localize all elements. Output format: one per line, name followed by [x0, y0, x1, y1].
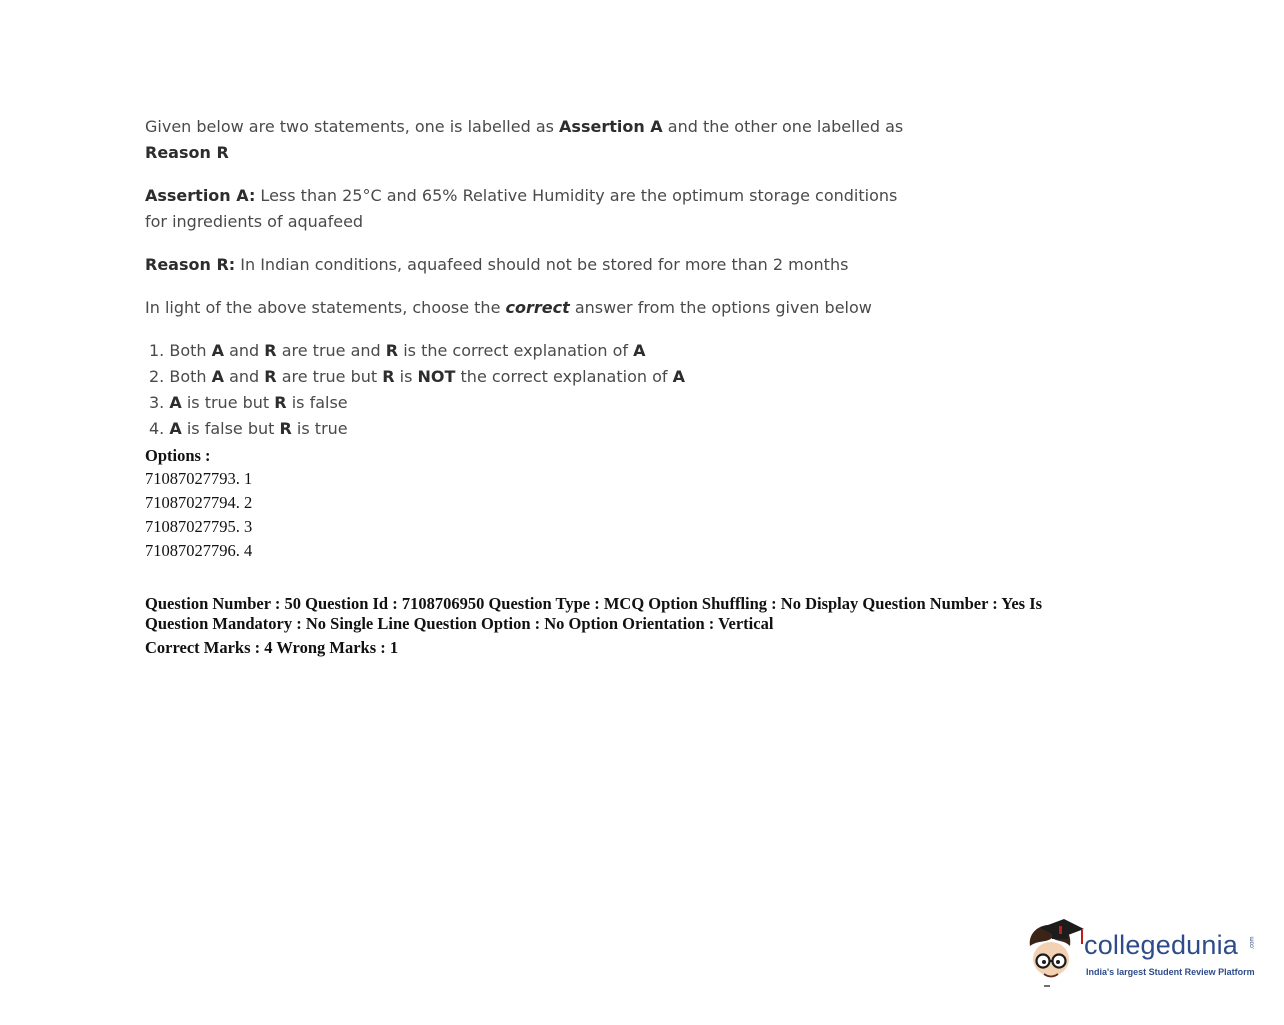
options-block [145, 445, 1145, 563]
option-id-line: 71087027794. 2 [145, 493, 253, 512]
brand-domain: .com [1249, 936, 1256, 950]
mascot-graduation-cap-icon [1024, 916, 1086, 990]
brand-tagline: India's largest Student Review Platform [1086, 967, 1255, 977]
option-id-line: 71087027795. 3 [145, 517, 253, 536]
choice-1: 1. Both A and R are true and R is the correct explanation of A [149, 341, 646, 360]
choice-2: 2. Both A and R are true but R is NOT the correct explanation of A [149, 367, 685, 386]
options-heading: Options : [145, 446, 211, 465]
instruction-text: In light of the above statements, choose the correct answer from the options given below [145, 298, 872, 317]
question-meta [145, 594, 1105, 658]
assertion-statement: Assertion A: Less than 25°C and 65% Relative Humidity are the optimum storage conditions for ingredients of aquafeed [145, 186, 898, 231]
option-id-line: 71087027796. 4 [145, 541, 253, 560]
option-id-line: 71087027793. 1 [145, 469, 253, 488]
choice-4: 4. A is false but R is true [149, 419, 348, 438]
question-meta-line: Question Mandatory : No Single Line Question Option : No Option Orientation : Vertical [145, 614, 774, 633]
choice-3: 3. A is true but R is false [149, 393, 348, 412]
brand-name: collegedunia [1084, 930, 1239, 960]
question-meta-line: Question Number : 50 Question Id : 7108706950 Question Type : MCQ Option Shuffling : No Display Question Number : Yes Is [145, 594, 1043, 613]
intro-statement: Given below are two statements, one is labelled as Assertion A and the other one labelled as Reason R [145, 117, 904, 162]
reason-statement: Reason R: In Indian conditions, aquafeed should not be stored for more than 2 months [145, 255, 849, 274]
question-block [145, 114, 1145, 442]
collegedunia-logo [1024, 916, 1264, 990]
marks-line: Correct Marks : 4 Wrong Marks : 1 [145, 638, 399, 657]
answer-choices [145, 338, 1145, 442]
